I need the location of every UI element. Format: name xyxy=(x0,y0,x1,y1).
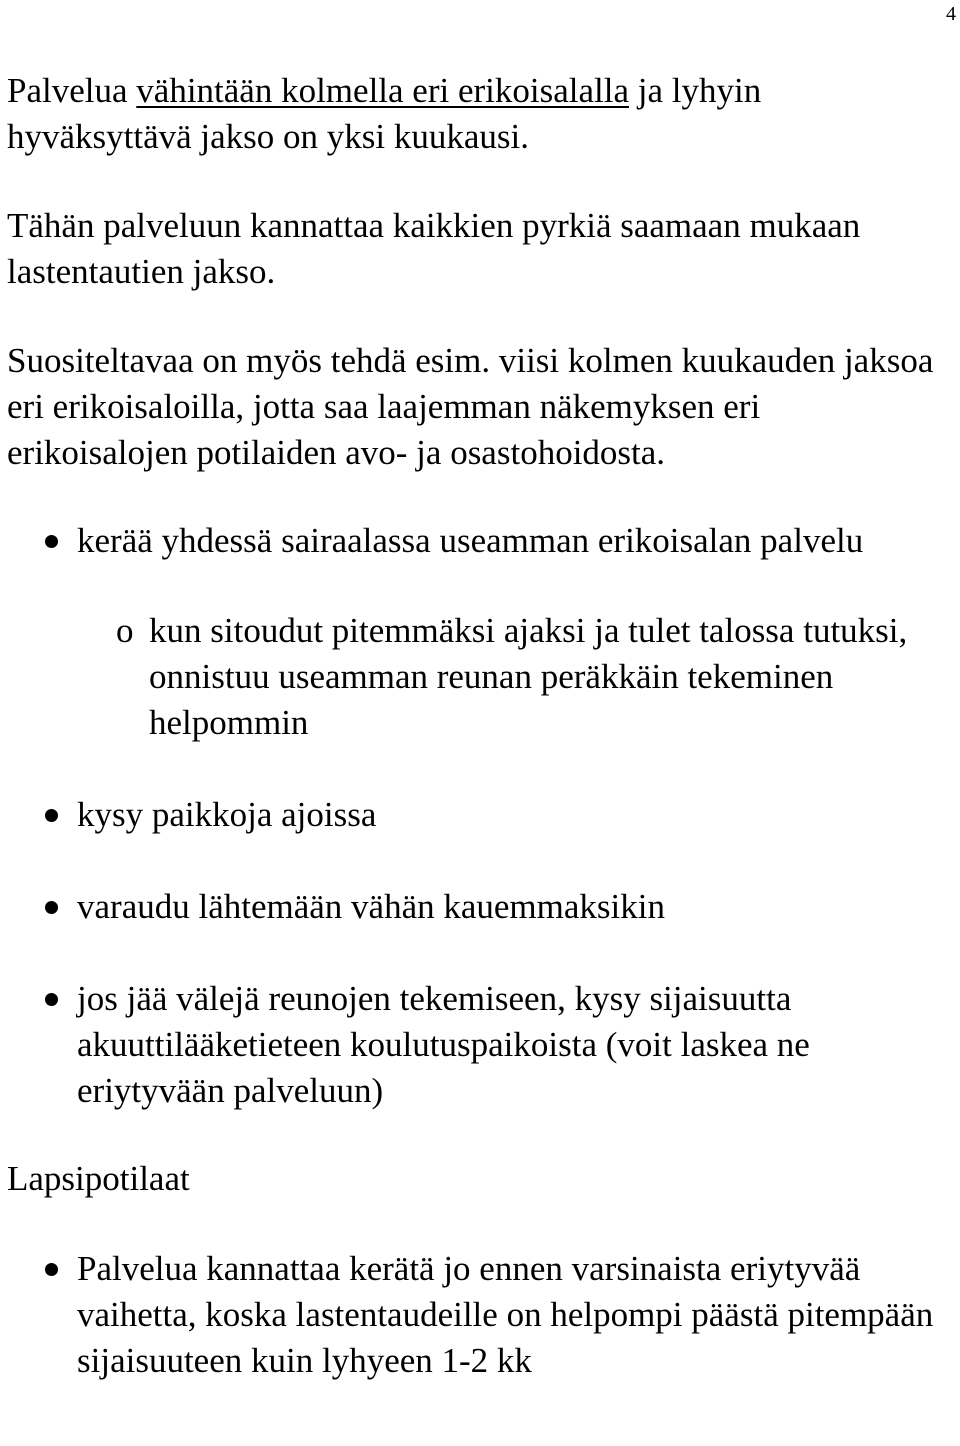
bullet-text: kysy paikkoja ajoissa xyxy=(77,795,377,834)
paragraph-suggested-periods: Suositeltavaa on myös tehdä esim. viisi kolmen kuukauden jaksoa eri erikoisaloilla, jotta saa laajemman näkemyksen eri erikoisalojen potilaiden avo- ja osastohoidosta. xyxy=(7,341,934,472)
paragraph-service-requirement xyxy=(7,68,947,160)
bullet-text: jos jää välejä reunojen tekemiseen, kysy sijaisuutta akuuttilääketieteen koulutuspaikoista (voit laskea ne eriytyvään palveluun) xyxy=(77,979,810,1110)
paragraph-text: Palvelua xyxy=(7,71,137,110)
paragraph-pediatrics-recommendation: Tähän palveluun kannattaa kaikkien pyrkiä saamaan mukaan lastentautien jakso. xyxy=(7,206,861,291)
bullet-item xyxy=(7,884,947,930)
bullet-item xyxy=(7,1246,947,1384)
bullet-text: Palvelua kannattaa kerätä jo ennen varsinaista eriytyvää vaihetta, koska lastentaudeille on helpompi päästä pitempään sijaisuuteen kuin lyhyeen 1-2 kk xyxy=(77,1249,934,1380)
sub-bullet-text: kun sitoudut pitemmäksi ajaksi ja tulet talossa tutuksi, onnistuu useamman reunan peräkkäin tekeminen helpommin xyxy=(149,611,908,742)
document-body xyxy=(7,68,947,1384)
page-number: 4 xyxy=(946,3,956,25)
tips-list xyxy=(7,518,947,1114)
bullet-text: kerää yhdessä sairaalassa useamman erikoisalan palvelu xyxy=(77,521,864,560)
underlined-phrase: vähintään kolmella eri erikoisalalla xyxy=(136,71,629,110)
section-heading: Lapsipotilaat xyxy=(7,1159,190,1198)
bullet-text: varaudu lähtemään vähän kauemmaksikin xyxy=(77,887,665,926)
bullet-item xyxy=(7,518,947,746)
sub-bullet-marker: o xyxy=(116,611,134,650)
bullet-item xyxy=(7,792,947,838)
sub-bullet-item xyxy=(77,608,947,746)
paragraph-text: ja lyhyin hyväksyttävä jakso on yksi kuukausi. xyxy=(7,71,762,156)
pediatrics-list xyxy=(7,1246,947,1384)
bullet-item xyxy=(7,976,947,1114)
